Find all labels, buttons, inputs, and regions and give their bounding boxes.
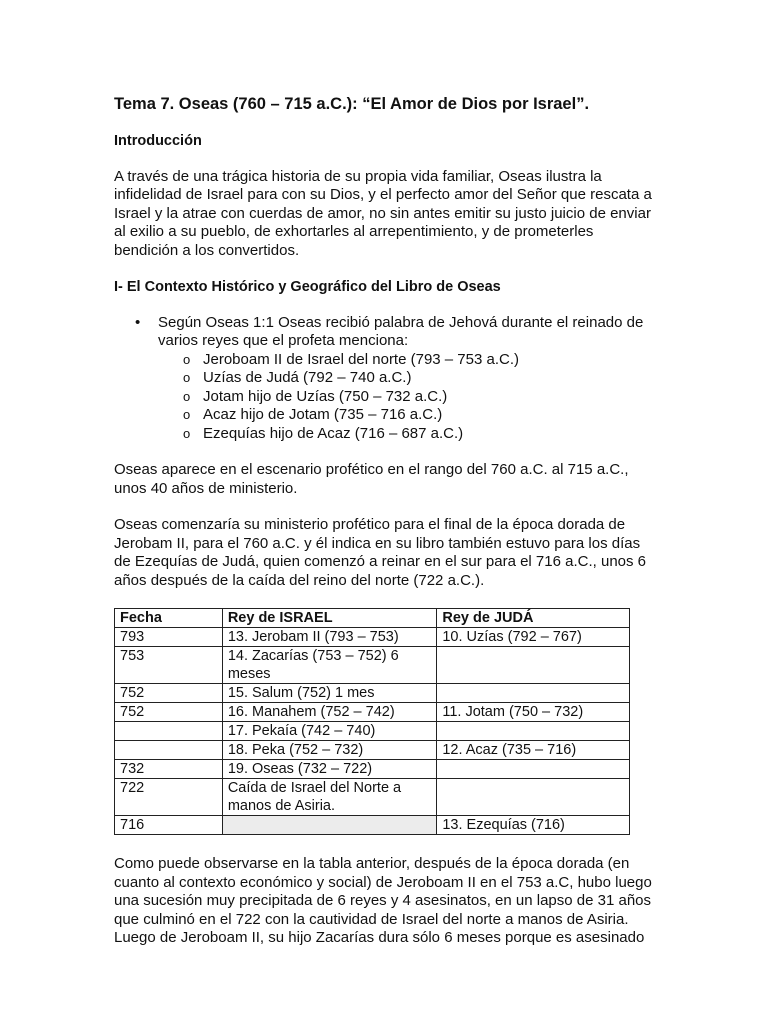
paragraph-ministry-start: Oseas comenzaría su ministerio profético para el final de la época dorada de Jerobam II, para el 760 a.C. y él indica en su libro también estuvo para los días de Ezequías de Judá, quien comenzó a reinar en el sur para el 716 a.C., unos 6 años después de la caída del reino del norte (722 a.C.).	[114, 516, 647, 589]
cell-fecha: 752	[115, 703, 223, 722]
sub-item-text: Acaz hijo de Jotam (735 – 716 a.C.)	[203, 406, 443, 423]
cell-juda: 11. Jotam (750 – 732)	[437, 703, 630, 722]
cell-israel: 14. Zacarías (753 – 752) 6 meses	[222, 647, 437, 684]
table-header-row	[115, 609, 630, 628]
cell-israel: 19. Oseas (732 – 722)	[222, 760, 437, 779]
sub-item-text: Uzías de Judá (792 – 740 a.C.)	[203, 369, 412, 386]
bullet-list	[114, 314, 654, 444]
sub-item-text: Jotam hijo de Uzías (750 – 732 a.C.)	[203, 387, 448, 405]
table-row	[115, 703, 630, 722]
sub-list-item	[158, 425, 654, 444]
paragraph-ministry-range: Oseas aparece en el escenario profético en el rango del 760 a.C. al 715 a.C., unos 40 años de ministerio.	[114, 461, 629, 497]
cell-fecha: 722	[115, 779, 223, 816]
cell-juda	[437, 684, 630, 703]
cell-juda	[437, 647, 630, 684]
bullet-text: Según Oseas 1:1 Oseas recibió palabra de Jehová durante el reinado de varios reyes que el profeta menciona:	[158, 313, 644, 349]
paragraph-analysis: Como puede observarse en la tabla anterior, después de la época dorada (en cuanto al contexto económico y social) de Jeroboam II en el 753 a.C, hubo luego una sucesión muy precipitada de 6 reyes y 4 asesinatos, en un lapso de 31 años que culminó en el 722 con la cautividad de Israel del norte a manos de Asiria. Luego de Jeroboam II, su hijo Zacarías dura sólo 6 meses porque es asesinado	[114, 855, 652, 946]
header-fecha: Fecha	[115, 609, 223, 628]
section-heading: I- El Contexto Histórico y Geográfico del Libro de Oseas	[114, 279, 501, 295]
sub-item-text: Ezequías hijo de Acaz (716 – 687 a.C.)	[203, 424, 464, 442]
cell-juda: 12. Acaz (735 – 716)	[437, 741, 630, 760]
cell-israel: Caída de Israel del Norte a manos de Asiria.	[222, 779, 437, 816]
table-row	[115, 779, 630, 816]
cell-juda: 10. Uzías (792 – 767)	[437, 628, 630, 647]
table-row	[115, 760, 630, 779]
cell-israel	[222, 816, 437, 835]
sub-list-item	[158, 369, 654, 388]
sub-bullet-symbol: o	[183, 425, 191, 441]
cell-fecha: 732	[115, 760, 223, 779]
cell-juda	[437, 779, 630, 816]
cell-fecha: 752	[115, 684, 223, 703]
table-row	[115, 816, 630, 835]
cell-juda: 13. Ezequías (716)	[437, 816, 630, 835]
table-row	[115, 684, 630, 703]
sub-list-item	[158, 406, 654, 425]
sub-bullet-symbol: o	[183, 370, 191, 385]
sub-list-item	[158, 351, 654, 370]
cell-israel: 17. Pekaía (742 – 740)	[222, 722, 437, 741]
intro-paragraph: A través de una trágica historia de su propia vida familiar, Oseas ilustra la infidelidad de Israel para con su Dios, y el perfecto amor del Señor que rescata a Israel y la atrae con cuerdas de amor, no sin antes emitir su justo juicio de enviar al exilio a su pueblo, de exhortarles al arrepentimiento, y de prometerles bendición a los convertidos.	[114, 167, 652, 259]
sub-bullet-symbol: o	[183, 351, 191, 367]
sub-list-item	[158, 388, 654, 407]
cell-fecha: 753	[115, 647, 223, 684]
cell-juda	[437, 760, 630, 779]
table-row	[115, 722, 630, 741]
cell-fecha	[115, 722, 223, 741]
cell-israel: 16. Manahem (752 – 742)	[222, 703, 437, 722]
kings-sublist	[158, 351, 654, 444]
cell-fecha: 716	[115, 816, 223, 835]
cell-israel: 13. Jerobam II (793 – 753)	[222, 628, 437, 647]
cell-juda	[437, 722, 630, 741]
header-rey-juda: Rey de JUDÁ	[437, 609, 630, 628]
sub-bullet-symbol: o	[183, 407, 191, 422]
cell-fecha	[115, 741, 223, 760]
document-page	[114, 94, 654, 966]
sub-item-text: Jeroboam II de Israel del norte (793 – 753 a.C.)	[203, 350, 520, 368]
cell-israel: 15. Salum (752) 1 mes	[222, 684, 437, 703]
table-row	[115, 647, 630, 684]
cell-israel: 18. Peka (752 – 732)	[222, 741, 437, 760]
cell-fecha: 793	[115, 628, 223, 647]
bullet-symbol: •	[135, 313, 141, 331]
header-rey-israel: Rey de ISRAEL	[222, 609, 437, 628]
document-title: Tema 7. Oseas (760 – 715 a.C.): “El Amor de Dios por Israel”.	[114, 95, 590, 113]
table-row	[115, 741, 630, 760]
sub-bullet-symbol: o	[183, 388, 191, 404]
bullet-item	[114, 314, 654, 444]
intro-heading: Introducción	[114, 133, 202, 149]
table-row	[115, 628, 630, 647]
kings-table	[114, 608, 630, 835]
